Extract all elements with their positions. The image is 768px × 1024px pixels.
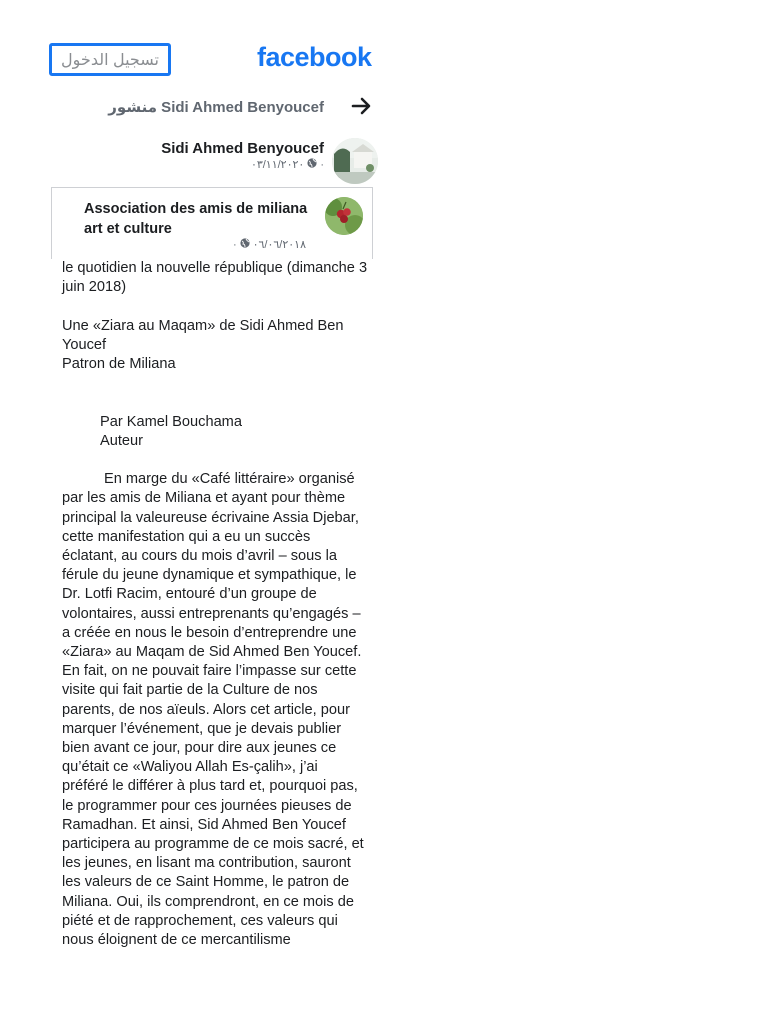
article-subtitle: Patron de Miliana [62,356,176,372]
post-author [60,136,380,186]
shared-post-card [51,187,373,259]
post-body [62,259,368,950]
globe-icon [240,238,250,251]
post-title: منشور Sidi Ahmed Benyoucef [108,99,324,116]
author-avatar[interactable] [332,138,378,184]
article-byline: Par Kamel Bouchama [100,413,242,430]
facebook-logo[interactable]: facebook [257,42,372,72]
shared-meta [233,238,306,251]
meta-separator: · [232,238,237,251]
arrow-right-icon[interactable] [350,94,372,118]
article-source: le quotidien la nouvelle république (dimanche 3 juin 2018) [62,260,368,296]
article-author-role: Auteur [100,432,143,449]
meta-separator: · [320,158,324,171]
article-paragraph: En marge du «Café littéraire» organisé par les amis de Miliana et ayant pour thème principal la valeureuse écrivaine Assia Djebar, cette manifestation qui a eu un succès éclatant, au cours du mois d’avril – sous la férule du jeune dynamique et sympathique, le Dr. Lotfi Racim, entouré d’un groupe de volontaires, aussi entreprenants qu’engagés – a créée en nous le besoin d’entreprendre une «Ziara» au Maqam de Sid Ahmed Ben Youcef. En fait, on ne pouvait faire l’impasse sur cette visite qui fait partie de la Culture de nos parents, de nos aïeuls. Alors cet article, pour marquer l’événement, que je devais publier bien avant ce jour, pour dire aux jeunes ce qu’était ce «Waliyou Allah Es-çalih», j’ai préféré le différer à plus tard et, pourquoi pas, le programmer pour ces journées pieuses de Ramadhan. Et ainsi, Sid Ahmed Ben Youcef participera au programme de ce mois sacré, et les jeunes, en lisant ma contribution, sauront les valeurs de ce Saint Homme, le patron de Miliana. Oui, ils comprendront, en ce mois de piété et de rapprochement, ces valeurs qui nous éloignent de ce mercantilisme [62,471,364,949]
login-button[interactable]: تسجيل الدخول [49,43,171,76]
shared-author-name[interactable]: Association des amis de miliana art et culture [84,201,308,237]
post-header-bar [60,94,376,120]
post-date[interactable]: ٠٣/١١/٢٠٢٠ [250,159,305,171]
shared-author-avatar[interactable] [325,197,363,235]
author-name[interactable]: Sidi Ahmed Benyoucef [161,140,324,157]
author-meta [251,158,324,171]
shared-post-date[interactable]: ٠٦/٠٦/٢٠١٨ [252,239,306,251]
header [0,0,768,90]
article-title: Une «Ziara au Maqam» de Sidi Ahmed Ben Youcef [62,317,344,353]
globe-icon [307,158,317,171]
